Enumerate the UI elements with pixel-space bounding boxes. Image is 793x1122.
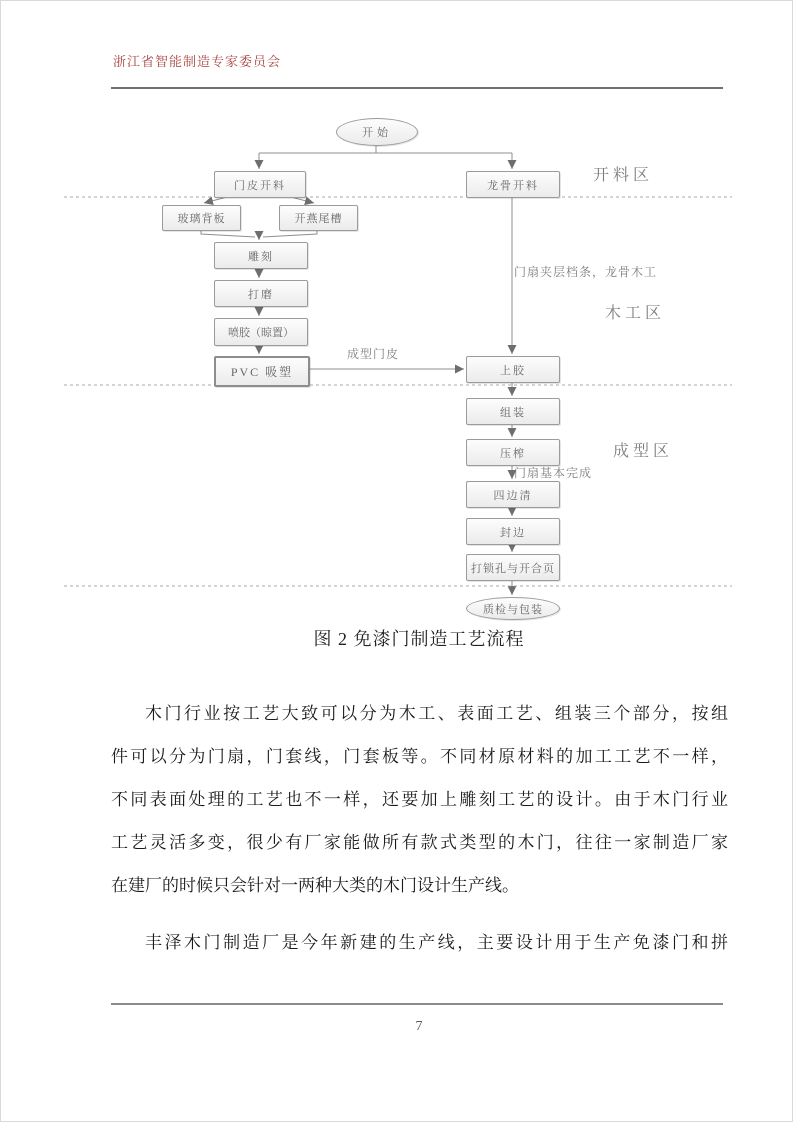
document-header-text: 浙江省智能制造专家委员会	[113, 54, 282, 69]
body-line: 丰泽木门制造厂是今年新建的生产线，主要设计用于生产免漆门和拼	[145, 933, 728, 952]
edge-label-formed-door-skin: 成型门皮	[347, 347, 400, 361]
flow-node-spray-glue: 喷胶（晾置）	[214, 318, 308, 346]
edge-label-keel-note: 门扇夹层档条，龙骨木工	[514, 265, 658, 279]
zone-label-cutting-area: 开料区	[593, 167, 654, 184]
body-line: 木门行业按工艺大致可以分为木工、表面工艺、组装三个部分，按组	[145, 704, 728, 723]
flow-node-keel-cutting: 龙骨开料	[466, 171, 560, 198]
body-line: 在建厂的时候只会针对一两种大类的木门设计生产线。	[111, 876, 519, 895]
zone-label-woodworking-area: 木工区	[605, 305, 666, 322]
body-line: 件可以分为门扇，门套线，门套板等。不同材原材料的加工工艺不一样，	[111, 747, 728, 766]
flow-node-dovetail-groove: 开燕尾槽	[279, 205, 358, 231]
body-line: 工艺灵活多变，很少有厂家能做所有款式类型的木门，往往一家制造厂家	[111, 833, 728, 852]
flow-node-edge-banding: 封边	[466, 518, 560, 545]
flow-node-carving: 雕刻	[214, 242, 308, 269]
flow-node-assembly: 组装	[466, 398, 560, 425]
flow-node-pressing: 压榨	[466, 439, 560, 466]
body-paragraph-1	[111, 692, 728, 907]
body-paragraph-2	[111, 921, 728, 964]
page-number: 7	[415, 1019, 423, 1034]
flow-node-pvc-vacuum-forming: PVC 吸塑	[214, 356, 310, 387]
body-line: 不同表面处理的工艺也不一样，还要加上雕刻工艺的设计。由于木门行业	[111, 790, 728, 809]
zone-label-forming-area: 成型区	[613, 443, 674, 460]
flow-node-door-skin-cutting: 门皮开料	[214, 171, 306, 198]
footer-rule	[111, 1003, 723, 1005]
flow-node-four-edge-clean: 四边清	[466, 481, 560, 508]
flow-node-glass-back-panel: 玻璃背板	[162, 205, 241, 231]
flow-node-gluing: 上胶	[466, 356, 560, 383]
flow-node-lock-hole-hinge: 打锁孔与开合页	[466, 554, 560, 581]
flow-node-qc-packaging: 质检与包装	[466, 597, 560, 620]
header-rule	[111, 87, 723, 89]
flow-node-sanding: 打磨	[214, 280, 308, 307]
flow-node-start: 开始	[336, 118, 418, 146]
figure-caption: 图 2 免漆门制造工艺流程	[313, 629, 525, 649]
edge-label-door-basically-done: 门扇基本完成	[514, 466, 593, 480]
zone-divider-lines	[64, 197, 732, 586]
